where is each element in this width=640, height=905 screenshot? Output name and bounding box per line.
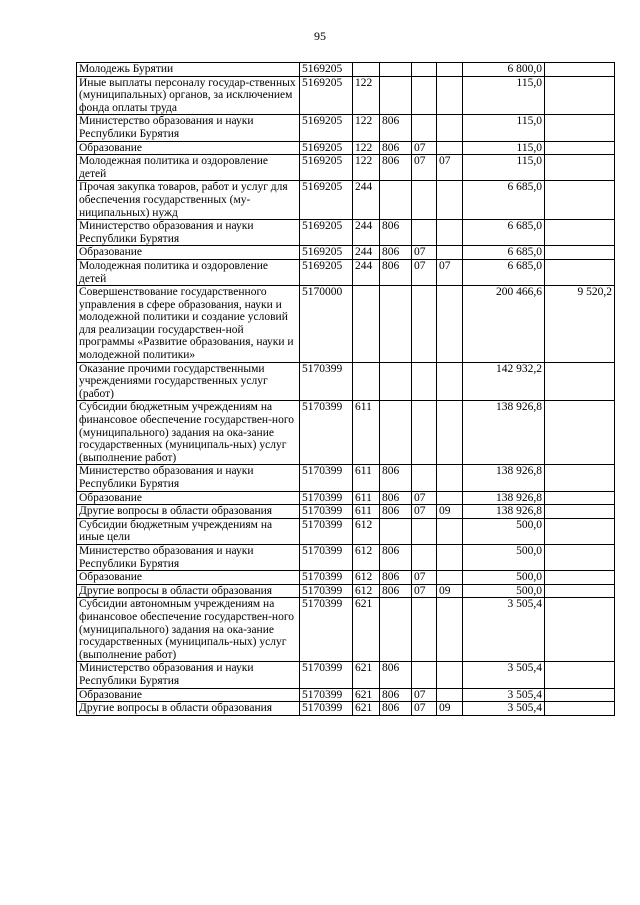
amount-cell: 3 505,4 xyxy=(463,662,545,688)
target-code-cell: 5169205 xyxy=(300,115,353,141)
item-name-cell: Иные выплаты персоналу государ-ственных (муниципальных) органов, за исключением фонда оплаты труда xyxy=(77,76,300,115)
target-code-cell: 5170399 xyxy=(300,362,353,401)
target-code-cell: 5169205 xyxy=(300,76,353,115)
expense-type-cell: 621 xyxy=(353,598,380,662)
expense-type-cell xyxy=(353,362,380,401)
expense-type-cell: 621 xyxy=(353,688,380,702)
item-name-cell: Другие вопросы в области образования xyxy=(77,505,300,519)
extra-amount-cell xyxy=(545,505,615,519)
extra-amount-cell xyxy=(545,465,615,491)
section-cell xyxy=(412,181,437,220)
section-cell xyxy=(412,401,437,465)
target-code-cell: 5169205 xyxy=(300,246,353,260)
amount-cell: 6 685,0 xyxy=(463,246,545,260)
expense-type-cell: 612 xyxy=(353,518,380,544)
expense-type-cell: 244 xyxy=(353,246,380,260)
item-name-cell: Министерство образования и науки Республики Бурятия xyxy=(77,220,300,246)
amount-cell: 142 932,2 xyxy=(463,362,545,401)
department-cell: 806 xyxy=(380,246,412,260)
item-name-cell: Министерство образования и науки Республики Бурятия xyxy=(77,115,300,141)
subsection-cell xyxy=(437,115,463,141)
target-code-cell: 5169205 xyxy=(300,181,353,220)
section-cell: 07 xyxy=(412,155,437,181)
table-row xyxy=(77,141,615,155)
department-cell: 806 xyxy=(380,702,412,716)
section-cell xyxy=(412,518,437,544)
section-cell: 07 xyxy=(412,688,437,702)
section-cell: 07 xyxy=(412,141,437,155)
subsection-cell xyxy=(437,688,463,702)
item-name-cell: Министерство образования и науки Республики Бурятия xyxy=(77,662,300,688)
table-row xyxy=(77,571,615,585)
item-name-cell: Субсидии бюджетным учреждениям на финансовое обеспечение государствен-ного (муниципального) задания на ока-зание государственных (муниципаль-ных) услуг (выполнение работ) xyxy=(77,401,300,465)
subsection-cell xyxy=(437,220,463,246)
table-row xyxy=(77,155,615,181)
table-row xyxy=(77,505,615,519)
target-code-cell: 5169205 xyxy=(300,259,353,285)
department-cell xyxy=(380,286,412,363)
table-row xyxy=(77,286,615,363)
section-cell: 07 xyxy=(412,259,437,285)
item-name-cell: Молодежная политика и оздоровление детей xyxy=(77,259,300,285)
expense-type-cell: 611 xyxy=(353,465,380,491)
extra-amount-cell xyxy=(545,518,615,544)
expense-type-cell: 122 xyxy=(353,155,380,181)
amount-cell: 200 466,6 xyxy=(463,286,545,363)
table-row xyxy=(77,401,615,465)
extra-amount-cell xyxy=(545,115,615,141)
subsection-cell xyxy=(437,362,463,401)
table-row xyxy=(77,598,615,662)
target-code-cell: 5169205 xyxy=(300,141,353,155)
section-cell xyxy=(412,220,437,246)
table-row xyxy=(77,362,615,401)
target-code-cell: 5170399 xyxy=(300,518,353,544)
item-name-cell: Молодежная политика и оздоровление детей xyxy=(77,155,300,181)
expense-type-cell: 122 xyxy=(353,76,380,115)
expense-type-cell: 611 xyxy=(353,491,380,505)
table-row xyxy=(77,662,615,688)
extra-amount-cell xyxy=(545,63,615,77)
item-name-cell: Оказание прочими государственными учреждениями государственных услуг (работ) xyxy=(77,362,300,401)
subsection-cell xyxy=(437,246,463,260)
page-number: 95 xyxy=(314,29,326,43)
amount-cell: 500,0 xyxy=(463,584,545,598)
target-code-cell: 5170399 xyxy=(300,544,353,570)
department-cell xyxy=(380,63,412,77)
department-cell: 806 xyxy=(380,544,412,570)
amount-cell: 6 685,0 xyxy=(463,181,545,220)
table-row xyxy=(77,544,615,570)
section-cell xyxy=(412,544,437,570)
extra-amount-cell xyxy=(545,702,615,716)
subsection-cell xyxy=(437,286,463,363)
subsection-cell xyxy=(437,63,463,77)
amount-cell: 115,0 xyxy=(463,76,545,115)
budget-table xyxy=(76,62,615,716)
extra-amount-cell xyxy=(545,544,615,570)
extra-amount-cell xyxy=(545,181,615,220)
section-cell xyxy=(412,598,437,662)
extra-amount-cell xyxy=(545,259,615,285)
item-name-cell: Образование xyxy=(77,246,300,260)
extra-amount-cell xyxy=(545,155,615,181)
expense-type-cell: 612 xyxy=(353,584,380,598)
table-row xyxy=(77,246,615,260)
department-cell: 806 xyxy=(380,584,412,598)
department-cell xyxy=(380,598,412,662)
extra-amount-cell: 9 520,2 xyxy=(545,286,615,363)
department-cell: 806 xyxy=(380,259,412,285)
extra-amount-cell xyxy=(545,76,615,115)
target-code-cell: 5169205 xyxy=(300,63,353,77)
target-code-cell: 5170399 xyxy=(300,505,353,519)
subsection-cell: 09 xyxy=(437,702,463,716)
extra-amount-cell xyxy=(545,598,615,662)
amount-cell: 6 800,0 xyxy=(463,63,545,77)
target-code-cell: 5169205 xyxy=(300,155,353,181)
subsection-cell: 09 xyxy=(437,505,463,519)
subsection-cell xyxy=(437,76,463,115)
target-code-cell: 5170399 xyxy=(300,688,353,702)
target-code-cell: 5170399 xyxy=(300,598,353,662)
expense-type-cell xyxy=(353,286,380,363)
target-code-cell: 5170399 xyxy=(300,465,353,491)
section-cell xyxy=(412,286,437,363)
target-code-cell: 5170000 xyxy=(300,286,353,363)
subsection-cell: 07 xyxy=(437,155,463,181)
subsection-cell xyxy=(437,491,463,505)
section-cell xyxy=(412,362,437,401)
item-name-cell: Образование xyxy=(77,141,300,155)
department-cell: 806 xyxy=(380,505,412,519)
section-cell: 07 xyxy=(412,246,437,260)
department-cell: 806 xyxy=(380,465,412,491)
extra-amount-cell xyxy=(545,362,615,401)
item-name-cell: Министерство образования и науки Республики Бурятия xyxy=(77,544,300,570)
item-name-cell: Субсидии автономным учреждениям на финансовое обеспечение государствен-ного (муниципального) задания на ока-зание государственных (муниципаль-ных) услуг (выполнение работ) xyxy=(77,598,300,662)
section-cell xyxy=(412,76,437,115)
extra-amount-cell xyxy=(545,584,615,598)
item-name-cell: Субсидии бюджетным учреждениям на иные цели xyxy=(77,518,300,544)
subsection-cell xyxy=(437,181,463,220)
amount-cell: 115,0 xyxy=(463,141,545,155)
section-cell xyxy=(412,465,437,491)
table-row xyxy=(77,76,615,115)
table-row xyxy=(77,181,615,220)
target-code-cell: 5170399 xyxy=(300,571,353,585)
extra-amount-cell xyxy=(545,662,615,688)
extra-amount-cell xyxy=(545,571,615,585)
table-row xyxy=(77,115,615,141)
subsection-cell xyxy=(437,141,463,155)
table-row xyxy=(77,518,615,544)
table-row xyxy=(77,491,615,505)
expense-type-cell: 244 xyxy=(353,181,380,220)
section-cell: 07 xyxy=(412,491,437,505)
expense-type-cell: 611 xyxy=(353,401,380,465)
amount-cell: 500,0 xyxy=(463,544,545,570)
table-body xyxy=(77,63,615,716)
item-name-cell: Министерство образования и науки Республики Бурятия xyxy=(77,465,300,491)
expense-type-cell: 122 xyxy=(353,115,380,141)
expense-type-cell: 122 xyxy=(353,141,380,155)
expense-type-cell: 612 xyxy=(353,571,380,585)
department-cell: 806 xyxy=(380,220,412,246)
target-code-cell: 5169205 xyxy=(300,220,353,246)
expense-type-cell xyxy=(353,63,380,77)
section-cell xyxy=(412,662,437,688)
department-cell: 806 xyxy=(380,571,412,585)
table-row xyxy=(77,465,615,491)
amount-cell: 115,0 xyxy=(463,115,545,141)
target-code-cell: 5170399 xyxy=(300,702,353,716)
amount-cell: 138 926,8 xyxy=(463,401,545,465)
expense-type-cell: 612 xyxy=(353,544,380,570)
subsection-cell xyxy=(437,401,463,465)
target-code-cell: 5170399 xyxy=(300,584,353,598)
section-cell: 07 xyxy=(412,702,437,716)
extra-amount-cell xyxy=(545,401,615,465)
amount-cell: 500,0 xyxy=(463,571,545,585)
subsection-cell xyxy=(437,598,463,662)
table-row xyxy=(77,702,615,716)
subsection-cell xyxy=(437,518,463,544)
item-name-cell: Совершенствование государственного управления в сфере образования, науки и молодежной политики и создание условий для реализации государствен-ной программы «Развитие образования, науки и молодежной политики» xyxy=(77,286,300,363)
target-code-cell: 5170399 xyxy=(300,401,353,465)
table-row xyxy=(77,584,615,598)
department-cell xyxy=(380,401,412,465)
subsection-cell: 09 xyxy=(437,584,463,598)
amount-cell: 138 926,8 xyxy=(463,465,545,491)
amount-cell: 115,0 xyxy=(463,155,545,181)
department-cell: 806 xyxy=(380,491,412,505)
department-cell: 806 xyxy=(380,141,412,155)
amount-cell: 6 685,0 xyxy=(463,259,545,285)
department-cell xyxy=(380,181,412,220)
table-row xyxy=(77,63,615,77)
target-code-cell: 5170399 xyxy=(300,491,353,505)
extra-amount-cell xyxy=(545,688,615,702)
item-name-cell: Прочая закупка товаров, работ и услуг для обеспечения государственных (му-ниципальных) нужд xyxy=(77,181,300,220)
item-name-cell: Образование xyxy=(77,688,300,702)
amount-cell: 138 926,8 xyxy=(463,491,545,505)
target-code-cell: 5170399 xyxy=(300,662,353,688)
amount-cell: 3 505,4 xyxy=(463,598,545,662)
expense-type-cell: 621 xyxy=(353,662,380,688)
extra-amount-cell xyxy=(545,246,615,260)
expense-type-cell: 244 xyxy=(353,220,380,246)
amount-cell: 500,0 xyxy=(463,518,545,544)
department-cell: 806 xyxy=(380,155,412,181)
amount-cell: 3 505,4 xyxy=(463,702,545,716)
section-cell: 07 xyxy=(412,571,437,585)
subsection-cell xyxy=(437,571,463,585)
expense-type-cell: 244 xyxy=(353,259,380,285)
item-name-cell: Другие вопросы в области образования xyxy=(77,584,300,598)
amount-cell: 138 926,8 xyxy=(463,505,545,519)
extra-amount-cell xyxy=(545,141,615,155)
section-cell: 07 xyxy=(412,584,437,598)
subsection-cell xyxy=(437,544,463,570)
amount-cell: 6 685,0 xyxy=(463,220,545,246)
extra-amount-cell xyxy=(545,220,615,246)
item-name-cell: Молодежь Бурятии xyxy=(77,63,300,77)
subsection-cell xyxy=(437,662,463,688)
table-row xyxy=(77,259,615,285)
department-cell: 806 xyxy=(380,115,412,141)
department-cell xyxy=(380,518,412,544)
amount-cell: 3 505,4 xyxy=(463,688,545,702)
extra-amount-cell xyxy=(545,491,615,505)
expense-type-cell: 621 xyxy=(353,702,380,716)
department-cell xyxy=(380,362,412,401)
subsection-cell xyxy=(437,465,463,491)
department-cell xyxy=(380,76,412,115)
item-name-cell: Образование xyxy=(77,491,300,505)
table-row xyxy=(77,220,615,246)
item-name-cell: Другие вопросы в области образования xyxy=(77,702,300,716)
section-cell xyxy=(412,63,437,77)
table-row xyxy=(77,688,615,702)
department-cell: 806 xyxy=(380,662,412,688)
section-cell xyxy=(412,115,437,141)
expense-type-cell: 611 xyxy=(353,505,380,519)
item-name-cell: Образование xyxy=(77,571,300,585)
section-cell: 07 xyxy=(412,505,437,519)
subsection-cell: 07 xyxy=(437,259,463,285)
department-cell: 806 xyxy=(380,688,412,702)
